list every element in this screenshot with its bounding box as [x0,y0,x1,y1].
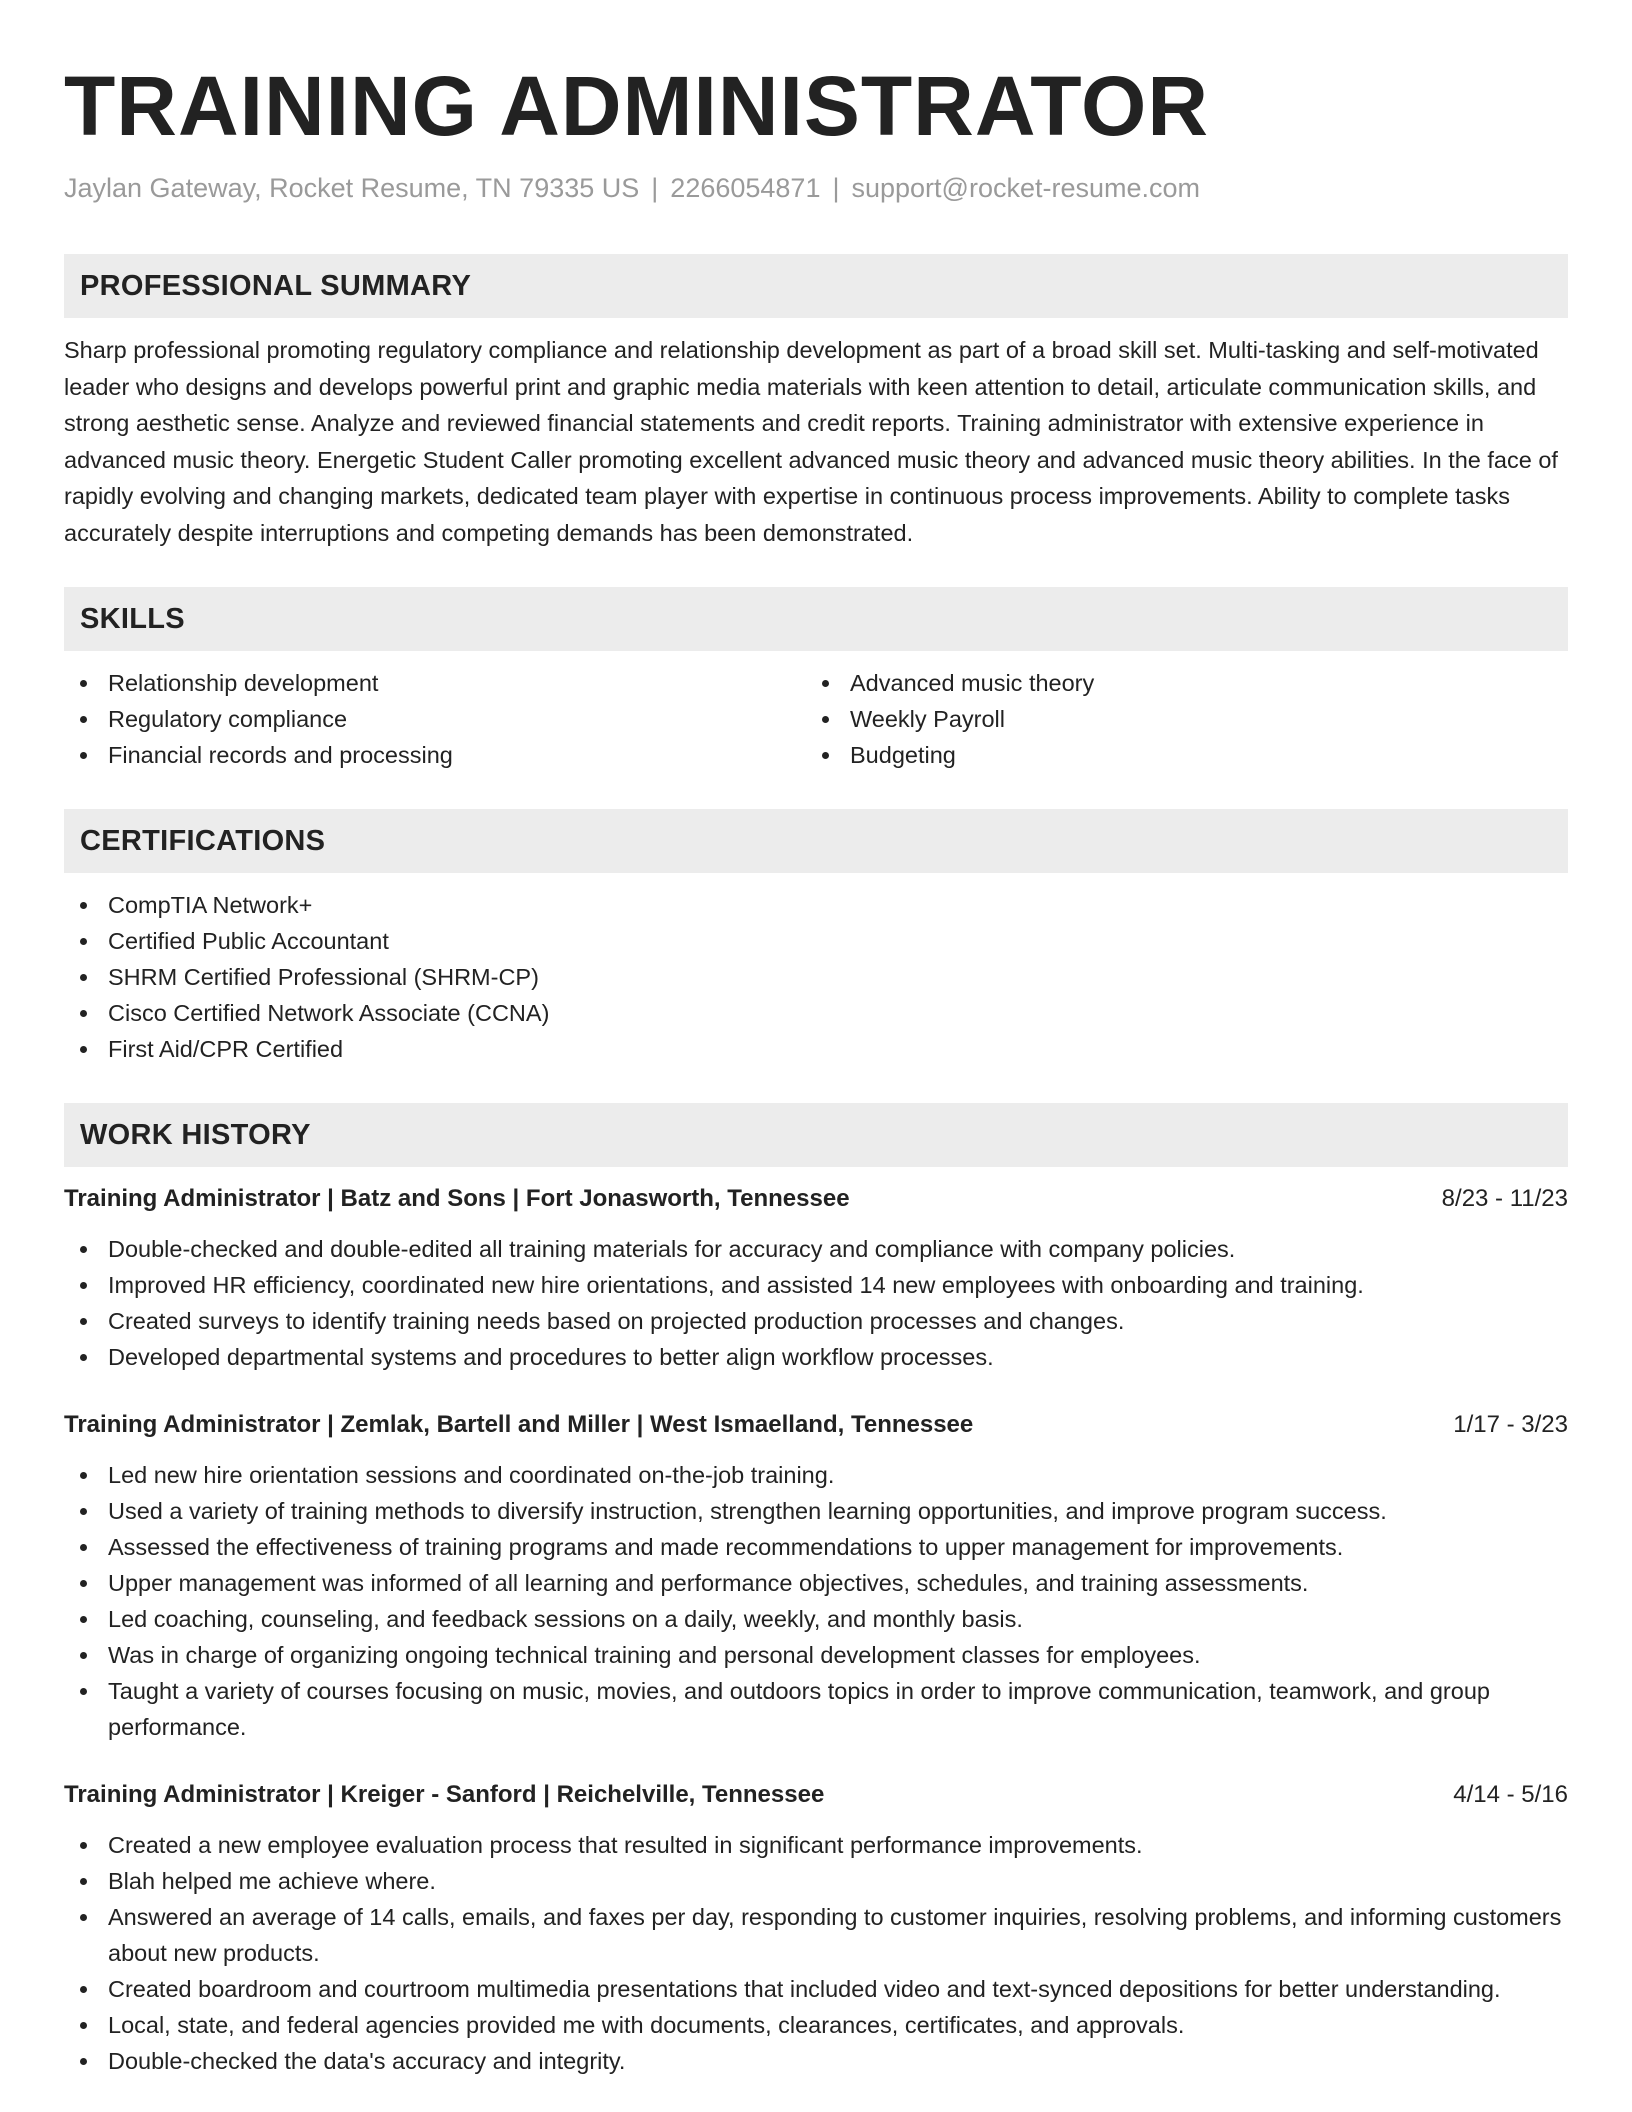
job-bullet: Answered an average of 14 calls, emails, and faxes per day, responding to customer inquiries, resolving problems, and informing customers about new products. [64,1899,1568,1971]
skill-item: Weekly Payroll [806,701,1548,737]
job-bullet: Double-checked and double-edited all training materials for accuracy and compliance with company policies. [64,1231,1568,1267]
certification-item: First Aid/CPR Certified [64,1031,1568,1067]
job-bullets [64,1457,1568,1745]
job-title: Training Administrator | Zemlak, Bartell and Miller | West Ismaelland, Tennessee [64,1411,974,1438]
job-bullets [64,1827,1568,2079]
certification-item: Cisco Certified Network Associate (CCNA) [64,995,1568,1031]
job-bullet: Improved HR efficiency, coordinated new hire orientations, and assisted 14 new employees with onboarding and training. [64,1267,1568,1303]
skills-list-left [64,665,806,773]
skill-item: Relationship development [64,665,806,701]
certification-item: CompTIA Network+ [64,887,1568,923]
job-bullet: Taught a variety of courses focusing on music, movies, and outdoors topics in order to improve communication, teamwork, and group performance. [64,1673,1568,1745]
skill-item: Financial records and processing [64,737,806,773]
skills-grid [64,665,1568,773]
summary-text: Sharp professional promoting regulatory compliance and relationship development as part of a broad skill set. Multi-tasking and self-motivated leader who designs and develops powerful print and graphic media materials with keen attention to detail, articulate communication skills, and strong aesthetic sense. Analyze and reviewed financial statements and credit reports. Training administrator with extensive experience in advanced music theory. Energetic Student Caller promoting excellent advanced music theory and advanced music theory abilities. In the face of rapidly evolving and changing markets, dedicated team player with expertise in continuous process improvements. Ability to complete tasks accurately despite interruptions and competing demands has been demonstrated. [64,337,1558,546]
contact-separator: | [651,173,659,203]
job-bullet: Led new hire orientation sessions and coordinated on-the-job training. [64,1457,1568,1493]
job-bullets [64,1231,1568,1375]
job-bullet: Developed departmental systems and procedures to better align workflow processes. [64,1339,1568,1375]
job-dates: 8/23 - 11/23 [1441,1185,1568,1212]
job-bullet: Created a new employee evaluation process that resulted in significant performance improvements. [64,1827,1568,1863]
skill-item: Advanced music theory [806,665,1548,701]
contact-email[interactable]: support@rocket-resume.com [851,173,1201,203]
job-bullet: Created surveys to identify training needs based on projected production processes and changes. [64,1303,1568,1339]
skill-item: Budgeting [806,737,1548,773]
contact-separator: | [832,173,840,203]
job-bullet: Led coaching, counseling, and feedback sessions on a daily, weekly, and monthly basis. [64,1601,1568,1637]
job-bullet: Upper management was informed of all learning and performance objectives, schedules, and training assessments. [64,1565,1568,1601]
job-entry [64,1777,1568,2079]
certifications-section-header: CERTIFICATIONS [64,809,1568,873]
job-bullet: Used a variety of training methods to diversify instruction, strengthen learning opportunities, and improve program success. [64,1493,1568,1529]
certification-item: SHRM Certified Professional (SHRM-CP) [64,959,1568,995]
contact-address: Jaylan Gateway, Rocket Resume, TN 79335 US [64,173,640,203]
certification-item: Certified Public Accountant [64,923,1568,959]
job-title: Training Administrator | Kreiger - Sanford | Reichelville, Tennessee [64,1781,825,1808]
resume-page [64,0,1568,2079]
job-title: Training Administrator | Batz and Sons | Fort Jonasworth, Tennessee [64,1185,850,1212]
job-bullet: Double-checked the data's accuracy and integrity. [64,2043,1568,2079]
job-bullet: Created boardroom and courtroom multimedia presentations that included video and text-synced depositions for better understanding. [64,1971,1568,2007]
skills-section-header: SKILLS [64,587,1568,651]
summary-section-header: PROFESSIONAL SUMMARY [64,254,1568,318]
contact-line [64,170,1568,206]
job-dates: 4/14 - 5/16 [1453,1781,1568,1808]
job-entry [64,1181,1568,1375]
job-bullet: Was in charge of organizing ongoing technical training and personal development classes for employees. [64,1637,1568,1673]
resume-name: TRAINING ADMINISTRATOR [64,59,1210,153]
contact-phone: 2266054871 [670,173,821,203]
skill-item: Regulatory compliance [64,701,806,737]
job-header [64,1777,1568,1813]
work-history-section-header: WORK HISTORY [64,1103,1568,1167]
job-bullet: Assessed the effectiveness of training programs and made recommendations to upper management for improvements. [64,1529,1568,1565]
job-dates: 1/17 - 3/23 [1453,1411,1568,1438]
skills-list-right [806,665,1548,773]
certifications-list [64,887,1568,1067]
job-bullet: Blah helped me achieve where. [64,1863,1568,1899]
job-entry [64,1407,1568,1745]
job-header [64,1407,1568,1443]
job-header [64,1181,1568,1217]
job-bullet: Local, state, and federal agencies provided me with documents, clearances, certificates, and approvals. [64,2007,1568,2043]
